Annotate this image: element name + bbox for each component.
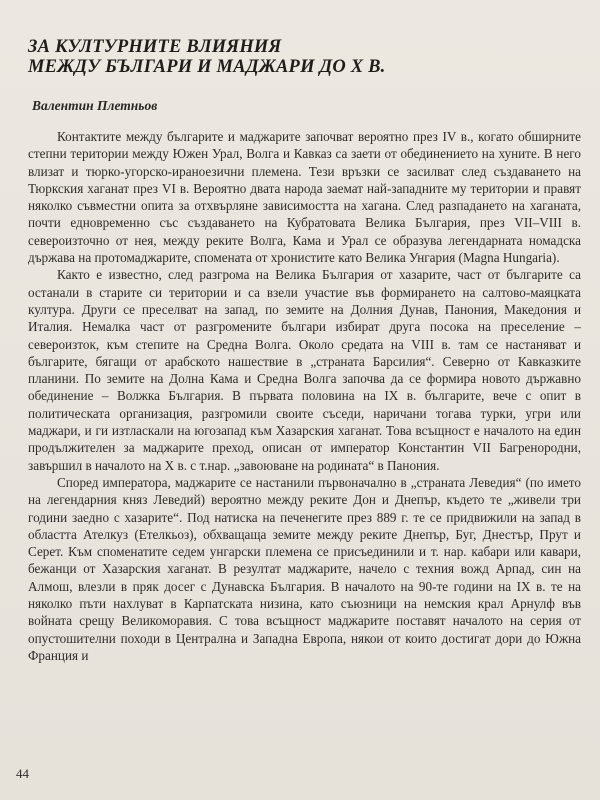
article-body [28,128,581,664]
article-title [28,37,568,77]
paragraph-1: Контактите между българите и маджарите започват вероятно през IV в., когато обширните степни територии между Южен Урал, Волга и Кавказ са заети от обединението на хуните. В него влизат и тюрко-угорско-ираноезични племена. Тези връзки се засилват след създаването на Тюркския хаганат през VI в. Вероятно двата народа заемат най-западните му територии и правят няколко съвместни опита за отхвърляне зависимостта на хагана. След разпадането на хаганата, почти едновременно със създаването на Кубратовата Велика България, през VII–VIII в. североизточно от нея, между реките Волга, Кама и Урал се образува легендарната номадска държава на протомаджарите, спомената от хронистите като Велика Унгария (Magna Hungaria). [28,129,581,266]
paragraph-2: Както е известно, след разгрома на Велика България от хазарите, част от българите са останали в старите си територии и са взели участие във формирането на салтово-маяцката култура. Други се преселват на запад, по земите на Долния Дунав, Панония, Македония и Италия. Немалка част от разгромените българи избират друга посока на преселение – североизток, към степите на Средна Волга. Около средата на VIII в. там се настаняват и българите, бягащи от арабското нашествие в „страната Барсилия“. Северно от Кавказките планини. По земите на Долна Кама и Средна Волга започва да се формира новото държавно обединение – Волжка България. В първата половина на IX в. българите, вече с опит в политическата организация, разгромили своите съседи, наричани тогава турки, угри или маджари, и ги изтласкали на югозапад към Хазарския хаганат. Това всъщност е началото на един продължителен за маджарите преход, описан от император Константин VII Багренородни, завършил в началото на Х в. с т.нар. „завоюване на родината“ в Панония. [28,267,581,473]
title-line-1: ЗА КУЛТУРНИТЕ ВЛИЯНИЯ [28,37,282,57]
page-number: 44 [16,766,29,781]
paragraph-3: Според императора, маджарите се настанили първоначално в „страната Леведия“ (по името на легендарния княз Леведий) вероятно между реките Дон и Днепър, където те „живели три години заедно с хазарите“. Под натиска на печенегите през 889 г. те се придвижили на запад в областта Ателкуз (Етелкьоз), обхващаща земите между реките Днепър, Буг, Днестър, Прут и Серет. Към споменатите седем унгарски племена се присъединили и т. нар. кабари или кавари, бежанци от Хазарския хаганат. В резултат маджарите, начело с техния вожд Арпад, син на Алмош, влезли в пряк досег с Дунавска България. В началото на 90-те години на IX в. те на няколко пъти нахлуват в Карпатската низина, като съюзници на немския крал Арнулф във войната срещу Великоморавия. С това всъщност маджарите поставят началото на серия от опустошителни походи в Централна и Западна Европа, някои от които достигат дори до Южна Франция и [28,474,581,663]
title-line-2: МЕЖДУ БЪЛГАРИ И МАДЖАРИ ДО Х В. [28,57,386,77]
author-name: Валентин Плетньов [32,98,158,113]
